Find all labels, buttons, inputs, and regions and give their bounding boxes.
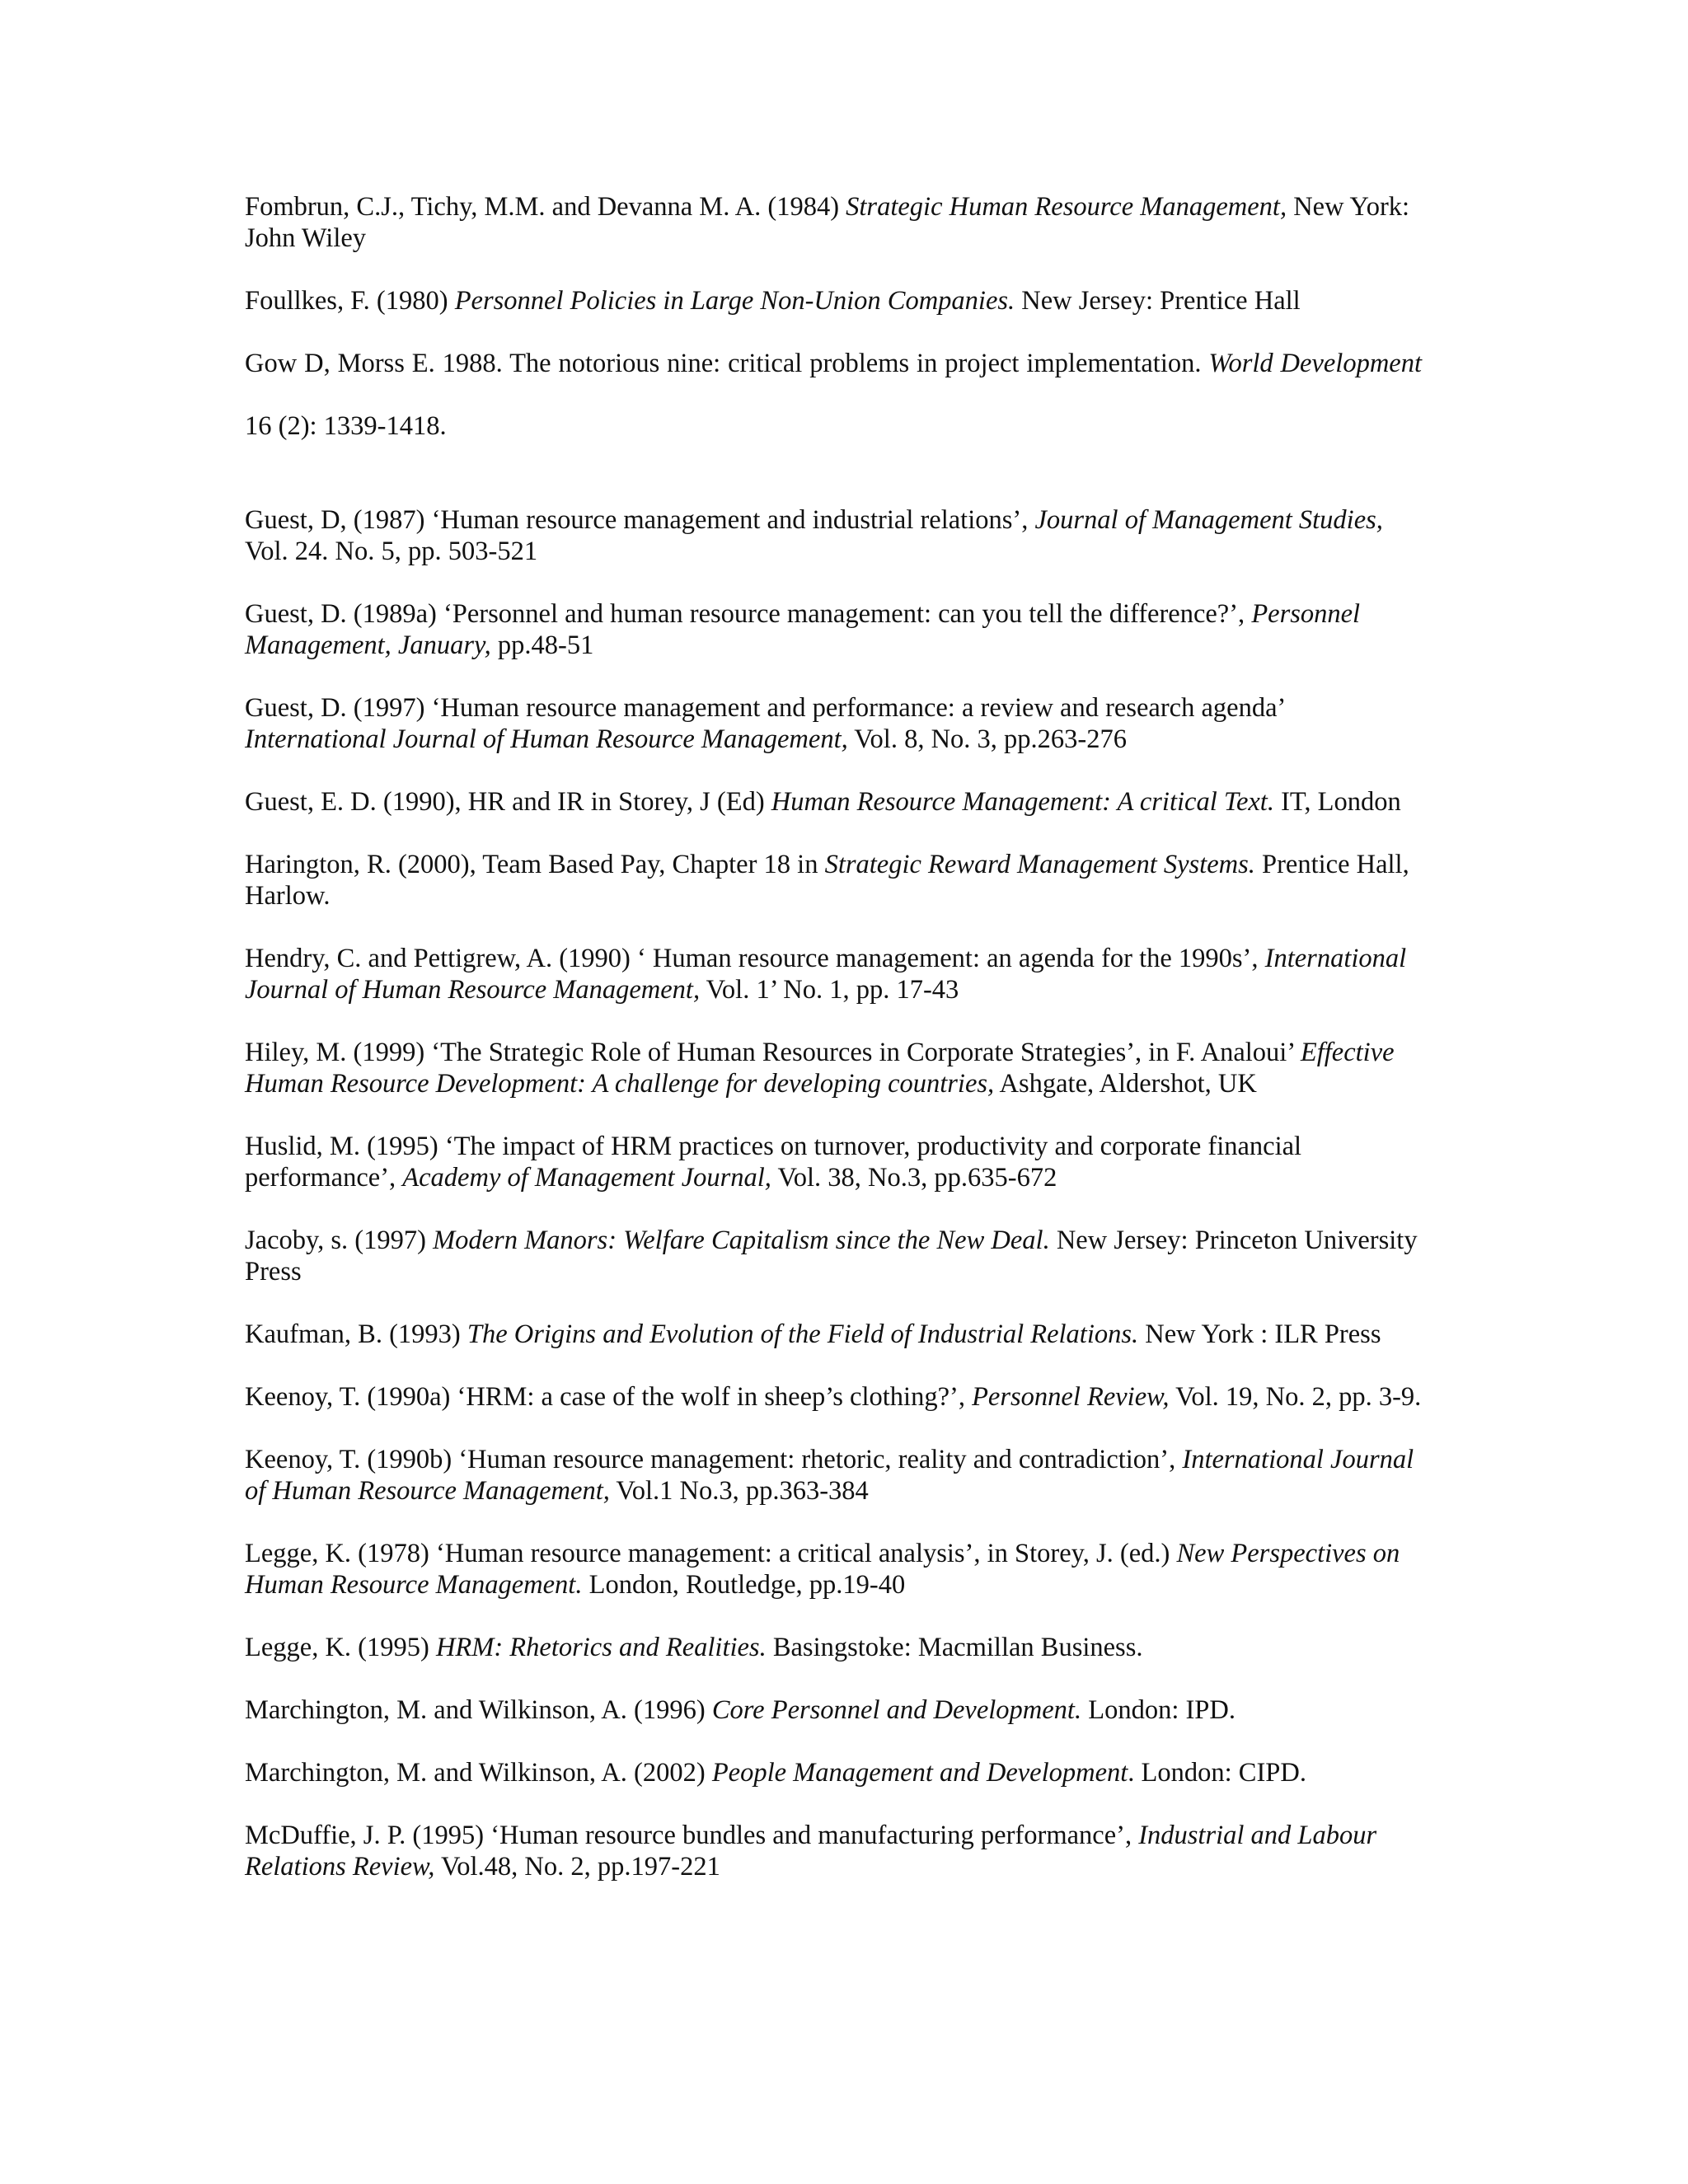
reference-entry-hiley-1999 [245,1037,1422,1099]
ref-text: 16 (2): 1339-1418. [245,411,447,441]
reference-entry-huslid-1995 [245,1131,1422,1193]
reference-entry-guest-1997 [245,692,1422,755]
ref-text: Vol. 8, No. 3, pp.263-276 [847,724,1128,754]
ref-text: Keenoy, T. (1990a) ‘HRM: a case of the wolf in sheep’s clothing?’, [245,1382,973,1412]
ref-text: Basingstoke: Macmillan Business. [766,1633,1143,1662]
ref-text: IT, London [1273,787,1401,817]
ref-title: The Origins and Evolution of the Field of Industrial Relations. [467,1319,1139,1349]
ref-text: Legge, K. (1995) [245,1633,436,1662]
reference-entry-guest-1987 [245,504,1422,567]
ref-title: International Journal of Human Resource Management, [245,724,848,754]
ref-text: Kaufman, B. (1993) [245,1319,467,1349]
ref-text: Vol. 24. No. 5, pp. 503-521 [245,537,538,566]
reference-entry-keenoy-1990b [245,1444,1422,1507]
ref-title: Personnel Policies in Large Non-Union Companies. [454,286,1015,316]
ref-title: Strategic Human Resource Management, [846,192,1287,222]
ref-text: London, Routledge, pp.19-40 [582,1570,906,1600]
ref-title: Personnel Review, [972,1382,1170,1412]
ref-text: Ashgate, Aldershot, UK [994,1069,1257,1099]
reference-entry-gow [245,332,1422,457]
ref-text: . London: CIPD. [1128,1758,1306,1788]
ref-text: Vol. 1’ No. 1, pp. 17-43 [700,975,959,1005]
ref-text: Legge, K. (1978) ‘Human resource management: a critical analysis’, in Storey, J. (ed.) [245,1539,1177,1568]
ref-text: Vol.1 No.3, pp.363-384 [609,1476,869,1506]
ref-text: Huslid, M. (1995) ‘The impact of HRM practices on turnover, productivity and corporate financial performance’, [245,1132,1302,1193]
ref-text: New Jersey: Prentice Hall [1015,286,1301,316]
reference-list [245,191,1422,1914]
ref-text: Guest, D, (1987) ‘Human resource management and industrial relations’, [245,505,1035,535]
ref-text: Hendry, C. and Pettigrew, A. (1990) ‘ Human resource management: an agenda for the 1990s’, [245,944,1265,973]
ref-title: HRM: Rhetorics and Realities. [435,1633,767,1662]
ref-text: Keenoy, T. (1990b) ‘Human resource management: rhetoric, reality and contradiction’, [245,1445,1183,1474]
ref-text: Guest, D. (1997) ‘Human resource management and performance: a review and research agenda’ [245,693,1284,723]
ref-text: New Jersey: Princeton University Press [245,1226,1418,1286]
ref-text: Gow D, Morss E. 1988. The notorious nine: critical problems in project implementation. [245,349,1209,378]
ref-title: Core Personnel and Development. [711,1695,1082,1725]
ref-text: New York : ILR Press [1138,1319,1381,1349]
reference-entry-guest-1989a [245,598,1422,661]
ref-text: Hiley, M. (1999) ‘The Strategic Role of Human Resources in Corporate Strategies’, in F. Analoui’ [245,1038,1301,1067]
ref-text: London: IPD. [1081,1695,1236,1725]
ref-title: International Journal of Human Resource Management, [245,1445,1414,1506]
ref-text: McDuffie, J. P. (1995) ‘Human resource bundles and manufacturing performance’, [245,1821,1139,1850]
ref-text: pp.48-51 [490,630,594,660]
reference-entry-harington-2000 [245,849,1422,912]
ref-text: Prentice Hall, Harlow. [245,850,1409,911]
ref-title: Journal of Management Studies, [1034,505,1383,535]
ref-text: Jacoby, s. (1997) [245,1226,434,1255]
ref-text: Marchington, M. and Wilkinson, A. (1996) [245,1695,712,1725]
reference-entry-guest-1990 [245,786,1422,818]
ref-text: Marchington, M. and Wilkinson, A. (2002) [245,1758,712,1788]
ref-text: Guest, D. (1989a) ‘Personnel and human resource management: can you tell the difference?’, [245,599,1252,629]
ref-title: Industrial and Labour Relations Review, [245,1821,1377,1882]
ref-text: Foullkes, F. (1980) [245,286,455,316]
reference-entry-keenoy-1990a [245,1381,1422,1413]
ref-title: Personnel Management, January, [245,599,1361,660]
ref-title: New Perspectives on Human Resource Management. [245,1539,1400,1600]
ref-text: Vol. 19, No. 2, pp. 3-9. [1169,1382,1422,1412]
ref-title: People Management and Development [711,1758,1128,1788]
reference-entry-marchington-2002 [245,1757,1422,1788]
reference-entry-marchington-1996 [245,1694,1422,1726]
ref-text: New York: John Wiley [245,192,1410,253]
reference-entry-kaufman-1993 [245,1319,1422,1350]
reference-entry-hendry-1990 [245,943,1422,1005]
ref-text: Vol. 38, No.3, pp.635-672 [771,1163,1057,1193]
reference-entry-jacoby-1997 [245,1225,1422,1287]
ref-title: International Journal of Human Resource Management, [245,944,1407,1005]
ref-text: Guest, E. D. (1990), HR and IR in Storey, J (Ed) [245,787,771,817]
reference-entry-mcduffie-1995 [245,1820,1422,1882]
ref-text: Harington, R. (2000), Team Based Pay, Chapter 18 in [245,850,825,879]
ref-title: World Development [1208,349,1422,378]
ref-title: Effective Human Resource Development: A challenge for developing countries, [245,1038,1395,1099]
ref-text: Fombrun, C.J., Tichy, M.M. and Devanna M. A. (1984) [245,192,846,222]
ref-text: Vol.48, No. 2, pp.197-221 [434,1852,720,1882]
reference-entry-fombrun [245,191,1422,254]
ref-title: Modern Manors: Welfare Capitalism since the New Deal. [433,1226,1050,1255]
ref-title: Human Resource Management: A critical Text. [771,787,1274,817]
reference-entry-legge-1978 [245,1538,1422,1601]
reference-entry-legge-1995 [245,1632,1422,1663]
reference-entry-foullkes [245,285,1422,316]
ref-title: Strategic Reward Management Systems. [824,850,1255,879]
ref-title: Academy of Management Journal, [402,1163,771,1193]
